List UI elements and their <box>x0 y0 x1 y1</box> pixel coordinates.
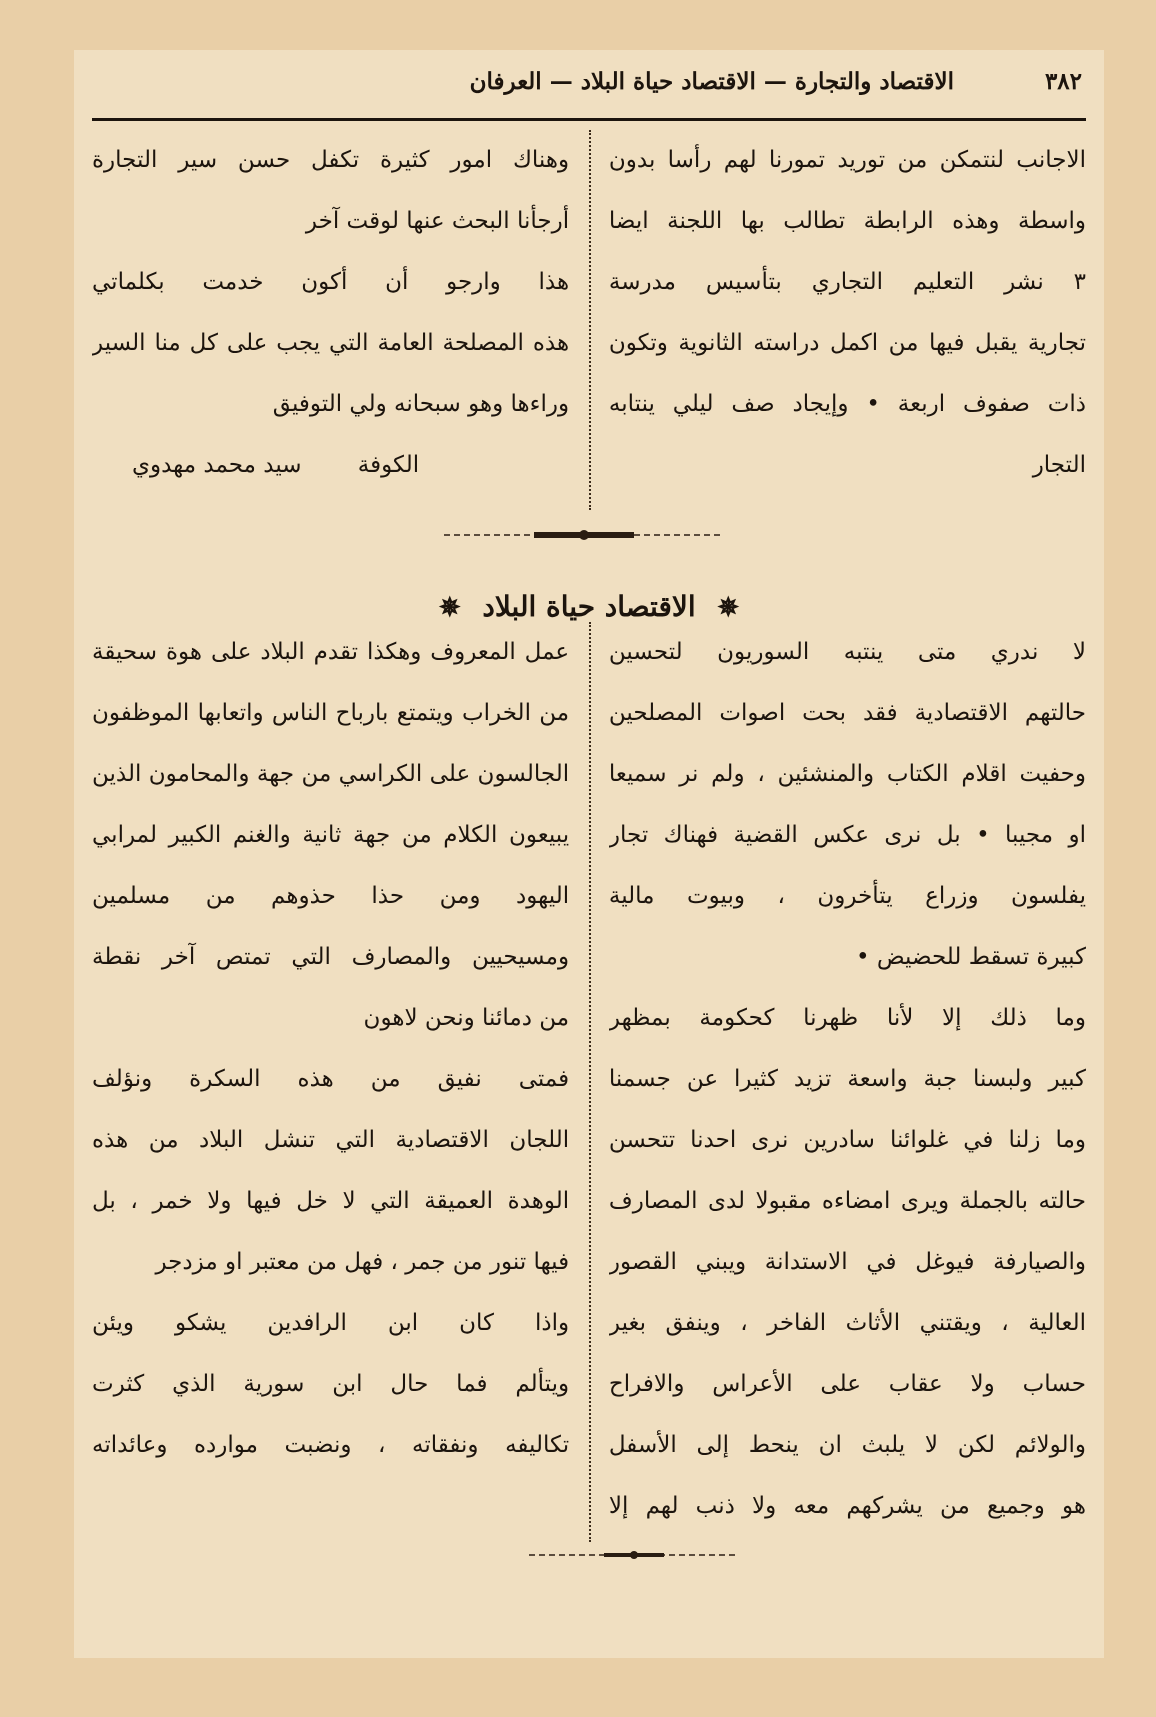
text-line: كبير ولبسنا جبة واسعة تزيد كثيرا عن جسمنا <box>608 1066 1086 1092</box>
signature-name: سيد محمد مهدوي <box>132 452 302 478</box>
text-line: تجارية يقبل فيها من اكمل دراسته الثانوية وتكون <box>608 330 1086 356</box>
column-divider <box>589 130 591 510</box>
text-line: وراءها وهو سبحانه ولي التوفيق <box>272 391 570 417</box>
text-line: التجار <box>1032 452 1086 478</box>
running-title: الاقتصاد والتجارة — الاقتصاد حياة البلاد — العرفان <box>469 68 954 95</box>
article-left-column <box>92 622 569 1476</box>
text-line: وحفيت اقلام الكتاب والمنشئين ، ولم نر سميعا <box>608 761 1086 787</box>
text-line: ويتألم فما حال ابن سورية الذي كثرت <box>92 1371 570 1397</box>
text-line: هو وجميع من يشركهم معه ولا ذنب لهم إلا <box>608 1493 1086 1519</box>
signature <box>92 435 569 496</box>
text-line: ومسيحيين والمصارف التي تمتص آخر نقطة <box>92 944 570 970</box>
continuation-section <box>92 130 1086 510</box>
page-header <box>74 58 1104 114</box>
article-body <box>92 622 1086 1542</box>
text-line: لا ندري متى ينتبه السوريون لتحسين <box>608 639 1086 665</box>
article-right-column <box>609 622 1086 1537</box>
text-line: فيها تنور من جمر ، فهل من معتبر او مزدجر <box>155 1249 570 1275</box>
text-line: هذا وارجو أن أكون خدمت بكلماتي <box>92 269 570 295</box>
header-rule <box>92 118 1086 121</box>
text-line: تكاليفه ونفقاته ، ونضبت موارده وعائداته <box>92 1432 570 1458</box>
text-line: من دمائنا ونحن لاهون <box>363 1005 570 1031</box>
text-line: أرجأنا البحث عنها لوقت آخر <box>305 208 570 234</box>
text-line: الجالسون على الكراسي من جهة والمحامون الذين <box>92 761 570 787</box>
text-line: يفلسون وزراع يتأخرون ، وبيوت مالية <box>608 883 1086 909</box>
text-line: وما ذلك إلا لأنا ظهرنا كحكومة بمظهر <box>608 1005 1086 1031</box>
article-heading <box>74 590 1104 623</box>
bottom-ornament-divider <box>484 1545 784 1565</box>
text-line: وهناك امور كثيرة تكفل حسن سير التجارة <box>92 147 570 173</box>
text-line: من الخراب ويتمتع بارباح الناس واتعابها الموظفون <box>92 700 570 726</box>
continuation-left-column <box>92 130 569 496</box>
text-line: والصيارفة فيوغل في الاستدانة ويبني القصور <box>608 1249 1086 1275</box>
text-line: الوهدة العميقة التي لا خل فيها ولا خمر ، بل <box>92 1188 570 1214</box>
text-line: حالته بالجملة ويرى امضاءه مقبولا لدى المصارف <box>608 1188 1086 1214</box>
text-line: واذا كان ابن الرافدين يشكو ويئن <box>92 1310 570 1336</box>
text-line: العالية ، ويقتني الأثاث الفاخر ، وينفق بغير <box>608 1310 1086 1336</box>
star-ornament-icon: ✵ <box>438 593 461 623</box>
text-line: اللجان الاقتصادية التي تنشل البلاد من هذه <box>92 1127 570 1153</box>
text-line: ٣ نشر التعليم التجاري بتأسيس مدرسة <box>608 269 1086 295</box>
page-number: ٣٨٢ <box>1044 68 1082 95</box>
text-line: حالتهم الاقتصادية فقد بحت اصوات المصلحين <box>608 700 1086 726</box>
star-ornament-icon: ✵ <box>717 593 740 623</box>
text-line: يبيعون الكلام من جهة ثانية والغنم الكبير لمرابي <box>92 822 570 848</box>
text-line: حساب ولا عقاب على الأعراس والافراح <box>608 1371 1086 1397</box>
column-divider <box>589 622 591 1542</box>
text-line: كبيرة تسقط للحضيض • <box>856 944 1086 970</box>
document-page <box>74 50 1104 1658</box>
text-line: ذات صفوف اربعة • وإيجاد صف ليلي ينتابه <box>608 391 1086 417</box>
text-line: وما زلنا في غلوائنا سادرين نرى احدنا تتحسن <box>608 1127 1086 1153</box>
text-line: الاجانب لنتمكن من توريد تمورنا لهم رأسا بدون <box>608 147 1086 173</box>
article-title: الاقتصاد حياة البلاد <box>482 590 696 623</box>
ornament-divider <box>434 525 734 545</box>
text-line: واسطة وهذه الرابطة تطالب بها اللجنة ايضا <box>608 208 1086 234</box>
text-line: فمتى نفيق من هذه السكرة ونؤلف <box>92 1066 570 1092</box>
continuation-right-column <box>609 130 1086 496</box>
text-line: عمل المعروف وهكذا تقدم البلاد على هوة سحيقة <box>92 639 570 665</box>
text-line: او مجيبا • بل نرى عكس القضية فهناك تجار <box>608 822 1086 848</box>
text-line: هذه المصلحة العامة التي يجب على كل منا السير <box>92 330 570 356</box>
signature-place: الكوفة <box>357 452 420 478</box>
text-line: والولائم لكن لا يلبث ان ينحط إلى الأسفل <box>608 1432 1086 1458</box>
text-line: اليهود ومن حذا حذوهم من مسلمين <box>92 883 570 909</box>
